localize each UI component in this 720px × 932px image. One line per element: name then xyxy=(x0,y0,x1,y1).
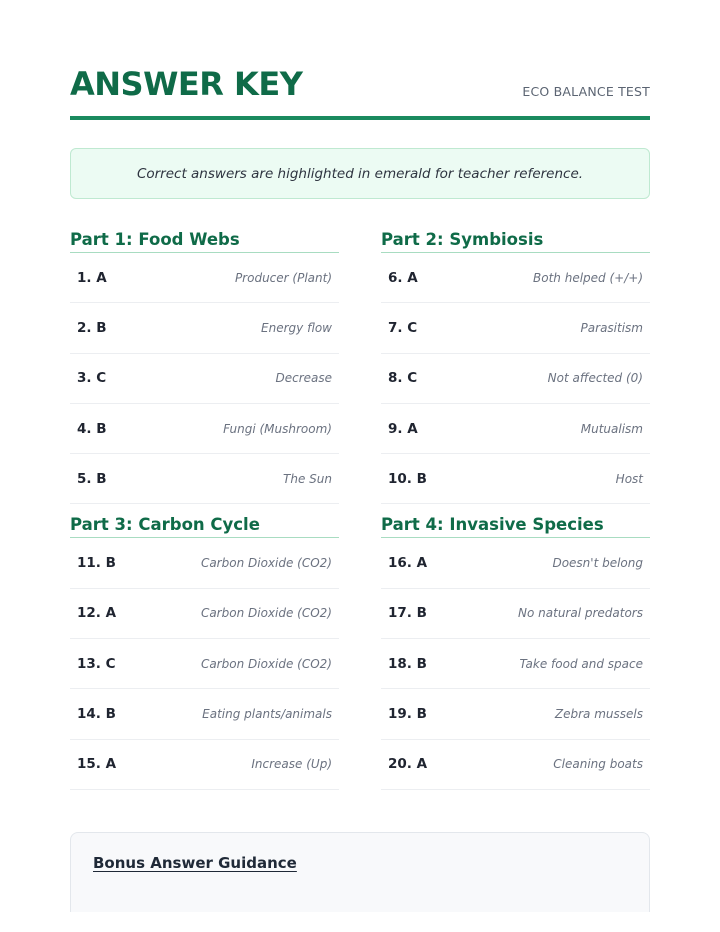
answer-text: Producer (Plant) xyxy=(234,270,332,285)
question-number: 10. B xyxy=(388,470,427,487)
answer-row xyxy=(70,639,339,689)
question-number: 6. A xyxy=(388,269,418,286)
answer-row xyxy=(381,538,650,588)
question-number: 11. B xyxy=(77,555,116,572)
answer-text: The Sun xyxy=(283,471,332,486)
section-title: Part 1: Food Webs xyxy=(70,227,339,253)
question-number: 4. B xyxy=(77,420,107,437)
answer-text: No natural predators xyxy=(518,606,643,621)
answer-row xyxy=(381,454,650,504)
answer-text: Carbon Dioxide (CO2) xyxy=(200,656,332,671)
teacher-notice: Correct answers are highlighted in emerald for teacher reference. xyxy=(70,148,650,199)
answer-row xyxy=(70,404,339,454)
answer-text: Mutualism xyxy=(580,421,643,436)
question-number: 17. B xyxy=(388,605,427,622)
answer-row xyxy=(70,303,339,353)
answer-row xyxy=(381,740,650,790)
section-title: Part 4: Invasive Species xyxy=(381,512,650,538)
answer-grid xyxy=(70,227,650,790)
answer-text: Decrease xyxy=(275,371,332,386)
page-title: ANSWER KEY xyxy=(70,65,303,103)
answer-text: Cleaning boats xyxy=(553,757,643,772)
bonus-guidance-box xyxy=(70,832,650,912)
question-number: 18. B xyxy=(388,655,427,672)
answer-text: Energy flow xyxy=(261,320,332,335)
question-number: 14. B xyxy=(77,706,116,723)
answer-row xyxy=(70,740,339,790)
question-number: 7. C xyxy=(388,319,418,336)
answer-text: Doesn't belong xyxy=(552,556,643,571)
question-number: 8. C xyxy=(388,370,418,387)
answer-row xyxy=(70,354,339,404)
question-number: 5. B xyxy=(77,470,107,487)
answer-row xyxy=(381,639,650,689)
answer-row xyxy=(381,354,650,404)
answer-row xyxy=(70,589,339,639)
answer-row xyxy=(381,689,650,739)
answer-text: Increase (Up) xyxy=(251,757,332,772)
question-number: 9. A xyxy=(388,420,418,437)
question-number: 13. C xyxy=(77,655,116,672)
part-2-section xyxy=(381,227,650,504)
answer-text: Take food and space xyxy=(519,656,643,671)
part-4-section xyxy=(381,512,650,789)
answer-text: Carbon Dioxide (CO2) xyxy=(200,606,332,621)
answer-row xyxy=(381,303,650,353)
question-number: 19. B xyxy=(388,706,427,723)
answer-row xyxy=(70,454,339,504)
bonus-title: Bonus Answer Guidance xyxy=(93,853,297,872)
part-1-section xyxy=(70,227,339,504)
question-number: 2. B xyxy=(77,319,107,336)
answer-text: Not affected (0) xyxy=(547,371,643,386)
question-number: 12. A xyxy=(77,605,117,622)
section-title: Part 3: Carbon Cycle xyxy=(70,512,339,538)
question-number: 16. A xyxy=(388,555,428,572)
answer-row xyxy=(70,538,339,588)
answer-text: Zebra mussels xyxy=(554,707,643,722)
answer-row xyxy=(381,253,650,303)
answer-text: Eating plants/animals xyxy=(202,707,332,722)
part-3-section xyxy=(70,512,339,789)
section-title: Part 2: Symbiosis xyxy=(381,227,650,253)
question-number: 20. A xyxy=(388,756,428,773)
answer-row xyxy=(381,404,650,454)
answer-text: Parasitism xyxy=(580,320,643,335)
question-number: 1. A xyxy=(77,269,107,286)
answer-row xyxy=(70,689,339,739)
answer-text: Host xyxy=(615,471,643,486)
question-number: 15. A xyxy=(77,756,117,773)
answer-row xyxy=(70,253,339,303)
answer-text: Fungi (Mushroom) xyxy=(223,421,332,436)
answer-text: Carbon Dioxide (CO2) xyxy=(200,556,332,571)
page-header xyxy=(70,0,650,120)
question-number: 3. C xyxy=(77,370,107,387)
answer-row xyxy=(381,589,650,639)
answer-text: Both helped (+/+) xyxy=(533,270,643,285)
test-name: ECO BALANCE TEST xyxy=(522,84,650,99)
